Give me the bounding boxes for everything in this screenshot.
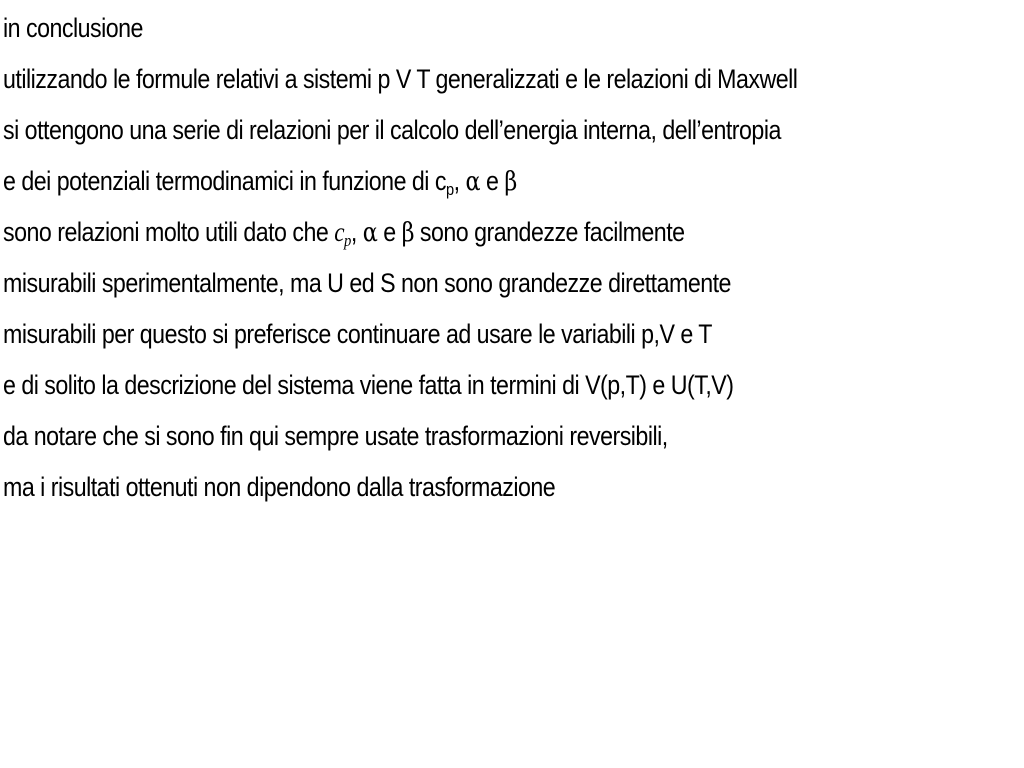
conjunction: e bbox=[480, 166, 505, 196]
text-line-4-pre: e dei potenziali termodinamici in funzione di c bbox=[3, 166, 446, 196]
text-line-5-post: sono grandezze facilmente bbox=[413, 217, 685, 247]
comma: , bbox=[453, 166, 466, 196]
text-line-10: ma i risultati ottenuti non dipendono dalla trasformazione bbox=[3, 472, 556, 502]
cp-symbol: c bbox=[334, 217, 345, 247]
beta-symbol: β bbox=[401, 218, 414, 248]
text-line-6: misurabili sperimentalmente, ma U ed S non sono grandezze direttamente bbox=[3, 268, 731, 298]
conjunction: e bbox=[377, 217, 402, 247]
text-line-9: da notare che si sono fin qui sempre usate trasformazioni reversibili, bbox=[3, 421, 668, 451]
comma: , bbox=[350, 217, 363, 247]
alpha-symbol: α bbox=[465, 167, 481, 197]
text-line-2: utilizzando le formule relativi a sistemi p V T generalizzati e le relazioni di Maxwell bbox=[3, 64, 798, 94]
text-line-7: misurabili per questo si preferisce continuare ad usare le variabili p,V e T bbox=[3, 319, 712, 349]
text-line-8: e di solito la descrizione del sistema viene fatta in termini di V(p,T) e U(T,V) bbox=[3, 370, 734, 400]
text-line-5 bbox=[3, 216, 685, 257]
text-line-3: si ottengono una serie di relazioni per il calcolo dell’energia interna, dell’entropia bbox=[3, 115, 781, 145]
cp-subscript: p bbox=[445, 180, 454, 199]
text-line-4 bbox=[3, 165, 517, 206]
cp-subscript: p bbox=[344, 231, 351, 250]
text-line-5-pre: sono relazioni molto utili dato che bbox=[3, 217, 335, 247]
alpha-symbol: α bbox=[362, 218, 378, 248]
beta-symbol: β bbox=[504, 167, 517, 197]
text-line-1: in conclusione bbox=[3, 13, 143, 43]
